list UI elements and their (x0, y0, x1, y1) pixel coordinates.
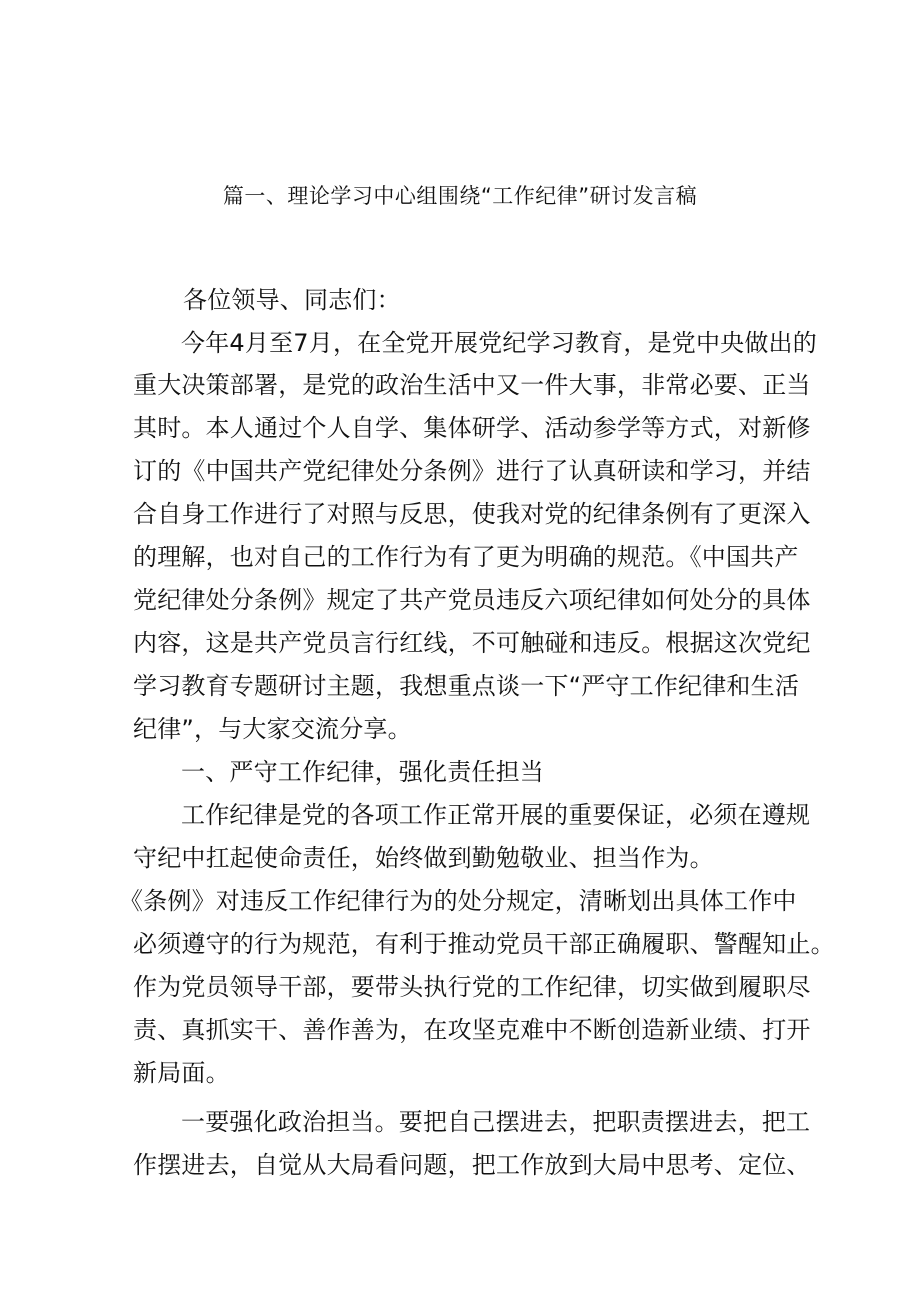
body-line: 合自身工作进行了对照与反思，使我对党的纪律条例有了更深入 (133, 500, 811, 528)
body-line: 《条例》对违反工作纪律行为的处分规定，清晰划出具体工作中 (119, 887, 797, 915)
body-line: 守纪中扛起使命责任，始终做到勤勉敬业、担当作为。 (133, 844, 714, 872)
body-line: 新局面。 (133, 1059, 230, 1087)
body-line: 的理解，也对自己的工作行为有了更为明确的规范。《中国共产 (133, 543, 799, 571)
body-line: 必须遵守的行为规范，有利于推动党员干部正确履职、警醒知止。 (133, 930, 835, 958)
body-line: 责、真抓实干、善作善为，在攻坚克难中不断创造新业绩、打开 (133, 1016, 811, 1044)
body-line: 作为党员领导干部，要带头执行党的工作纪律，切实做到履职尽 (133, 973, 811, 1001)
body-line: 今年4月至7月，在全党开展党纪学习教育，是党中央做出的 (181, 329, 817, 357)
body-line: 工作纪律是党的各项工作正常开展的重要保证，必须在遵规 (181, 801, 811, 829)
section-heading: 一、严守工作纪律，强化责任担当 (181, 758, 544, 786)
salutation: 各位领导、同志们： (183, 286, 401, 314)
body-line: 纪律”，与大家交流分享。 (133, 715, 412, 743)
body-line: 党纪律处分条例》规定了共产党员违反六项纪律如何处分的具体 (133, 586, 811, 614)
body-line: 其时。本人通过个人自学、集体研学、活动参学等方式，对新修 (133, 414, 811, 442)
body-line: 内容，这是共产党员言行红线，不可触碰和违反。根据这次党纪 (133, 629, 811, 657)
body-line: 作摆进去，自觉从大局看问题，把工作放到大局中思考、定位、 (133, 1151, 811, 1179)
body-line: 学习教育专题研讨主题，我想重点谈一下“严守工作纪律和生活 (133, 672, 800, 700)
body-line: 订的《中国共产党纪律处分条例》进行了认真研读和学习，并结 (133, 457, 811, 485)
body-line: 一要强化政治担当。要把自己摆进去，把职责摆进去，把工 (181, 1108, 811, 1136)
document-title: 篇一、理论学习中心组围绕“工作纪律”研讨发言稿 (222, 184, 698, 208)
body-line: 重大决策部署，是党的政治生活中又一件大事，非常必要、正当 (133, 371, 811, 399)
